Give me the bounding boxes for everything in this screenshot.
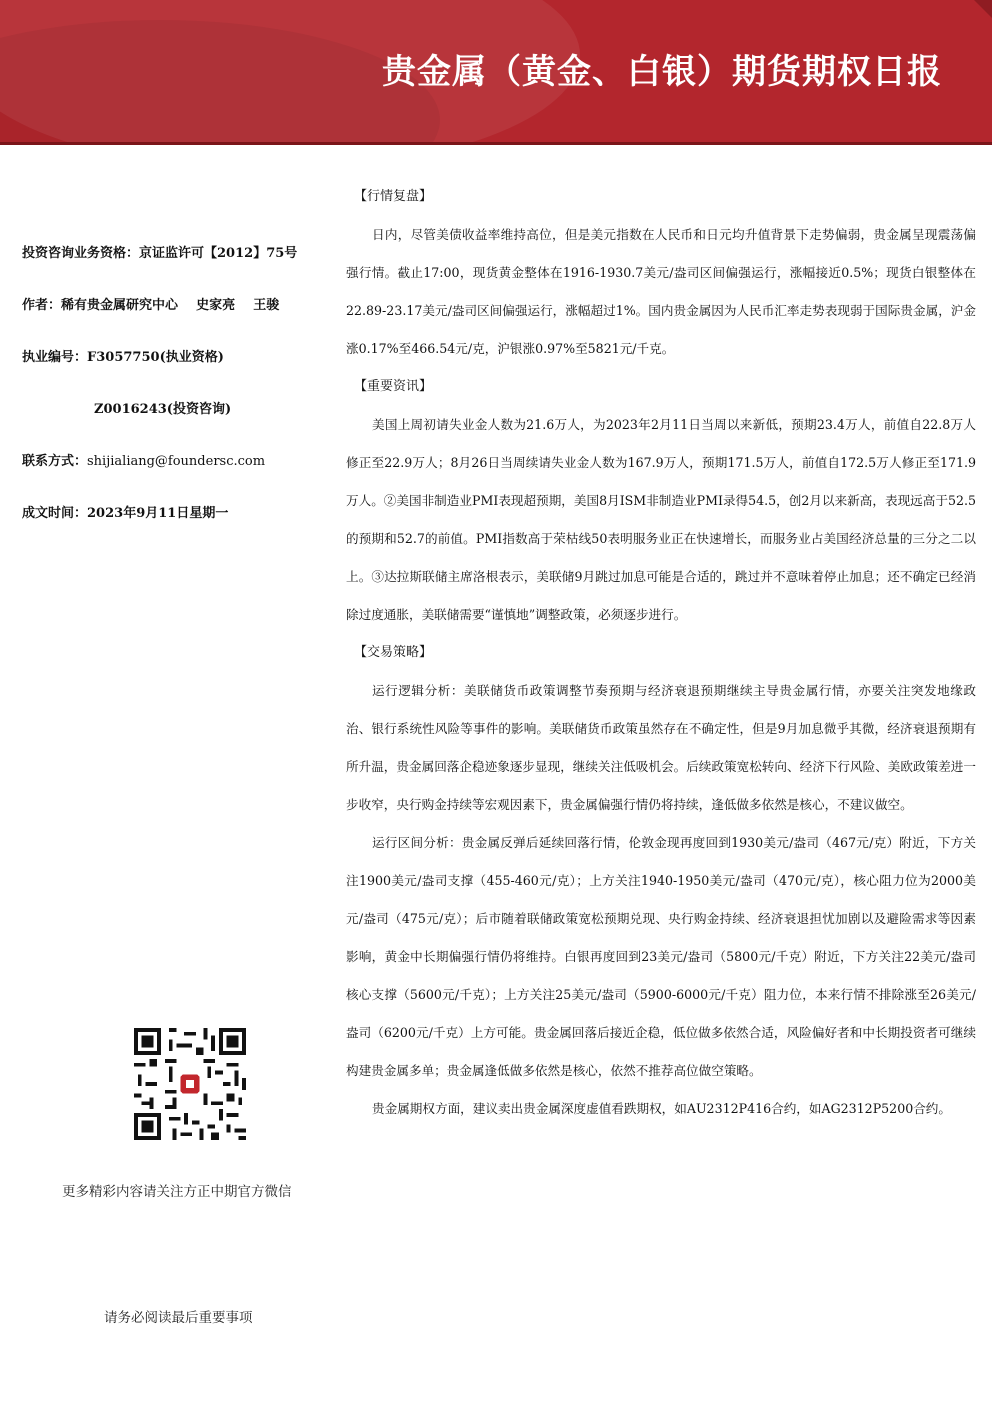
qualification-label: 投资咨询业务资格： bbox=[22, 246, 140, 261]
report-body bbox=[346, 178, 976, 1128]
license-value-2: Z0016243(投资咨询) bbox=[94, 402, 232, 417]
author-label: 作者： bbox=[22, 298, 62, 313]
disclaimer-note: 请务必阅读最后重要事项 bbox=[104, 1310, 253, 1326]
license-row-2 bbox=[94, 398, 231, 417]
news-paragraph: 美国上周初请失业金人数为21.6万人，为2023年2月11日当周以来新低，预期23.4万人，前值自22.8万人修正至22.9万人；8月26日当周续请失业金人数为167.9万人，预期171.5万人，前值自172.5万人修正至171.9万人。②美国非制造业PMI表现超预期，美国8月ISM非制造业PMI录得54.5，创2月以来新高，表现远高于52.5的预期和52.7的前值。PMI指数高于荣枯线50表明服务业正在快速增长，而服务业占美国经济总量的三分之二以上。③达拉斯联储主席洛根表示，美联储9月跳过加息可能是合适的，跳过并不意味着停止加息；还不确定已经消除过度通胀，美联储需要“谨慎地”调整政策，必须逐步进行。 bbox=[346, 417, 976, 622]
report-header bbox=[0, 0, 992, 142]
report-title: 贵金属（黄金、白银）期货期权日报 bbox=[382, 52, 942, 92]
date-label: 成文时间： bbox=[22, 506, 88, 521]
qualification-row bbox=[22, 242, 297, 261]
qr-caption: 更多精彩内容请关注方正中期官方微信 bbox=[62, 1184, 292, 1200]
contact-row bbox=[22, 450, 265, 469]
date-row bbox=[22, 502, 228, 521]
market-review-paragraph: 日内，尽管美债收益率维持高位，但是美元指数在人民币和日元均升值背景下走势偏弱，贵金属呈现震荡偏强行情。截止17:00，现货黄金整体在1916-1930.7美元/盎司区间偏强运行，涨幅接近0.5%；现货白银整体在22.89-23.17美元/盎司区间偏强运行，涨幅超过1%。国内贵金属因为人民币汇率走势表现弱于国际贵金属，沪金涨0.17%至466.54元/克，沪银涨0.97%至5821元/千克。 bbox=[346, 227, 976, 356]
header-corner bbox=[974, 0, 992, 18]
contact-email[interactable]: shijialiang@foundersc.com bbox=[87, 454, 266, 469]
section-heading-strategy: 【交易策略】 bbox=[354, 645, 433, 660]
section-heading-news: 【重要资讯】 bbox=[354, 379, 433, 394]
strategy-range-paragraph: 运行区间分析：贵金属反弹后延续回落行情，伦敦金现再度回到1930美元/盎司（467元/克）附近，下方关注1900美元/盎司支撑（455-460元/克）；上方关注1940-1950美元/盎司（470元/克），核心阻力位为2000美元/盎司（475元/克）；后市随着联储政策宽松预期兑现、央行购金持续、经济衰退担忧加剧以及避险需求等因素影响，黄金中长期偏强行情仍将维持。白银再度回到23美元/盎司（5800元/千克）附近，下方关注22美元/盎司核心支撑（5600元/千克）；上方关注25美元/盎司（5900-6000元/千克）阻力位，本来行情不排除涨至26美元/盎司（6200元/千克）上方可能。贵金属回落后接近企稳，低位做多依然合适，风险偏好者和中长期投资者可继续构建贵金属多单；贵金属逢低做多依然是核心，依然不推荐高位做空策略。 bbox=[346, 835, 976, 1078]
qr-code-icon[interactable] bbox=[134, 1028, 246, 1140]
contact-label: 联系方式： bbox=[22, 454, 88, 469]
author-row bbox=[22, 294, 279, 313]
section-heading-market-review: 【行情复盘】 bbox=[354, 189, 433, 204]
license-label: 执业编号： bbox=[22, 350, 88, 365]
date-value: 2023年9月11日星期一 bbox=[87, 506, 229, 521]
author-value: 稀有贵金属研究中心 史家亮 王骏 bbox=[61, 298, 280, 313]
license-row bbox=[22, 346, 224, 365]
license-value-1: F3057750(执业资格) bbox=[87, 350, 224, 365]
header-rule bbox=[0, 142, 992, 145]
strategy-options-paragraph: 贵金属期权方面，建议卖出贵金属深度虚值看跌期权，如AU2312P416合约，如AG2312P5200合约。 bbox=[372, 1101, 951, 1116]
qualification-value: 京证监许可【2012】75号 bbox=[139, 246, 298, 261]
strategy-logic-paragraph: 运行逻辑分析：美联储货币政策调整节奏预期与经济衰退预期继续主导贵金属行情，亦要关注突发地缘政治、银行系统性风险等事件的影响。美联储货币政策虽然存在不确定性，但是9月加息微乎其微，经济衰退预期有所升温，贵金属回落企稳迹象逐步显现，继续关注低吸机会。后续政策宽松转向、经济下行风险、美欧政策差进一步收窄，央行购金持续等宏观因素下，贵金属偏强行情仍将持续，逢低做多依然是核心，不建议做空。 bbox=[346, 683, 976, 812]
